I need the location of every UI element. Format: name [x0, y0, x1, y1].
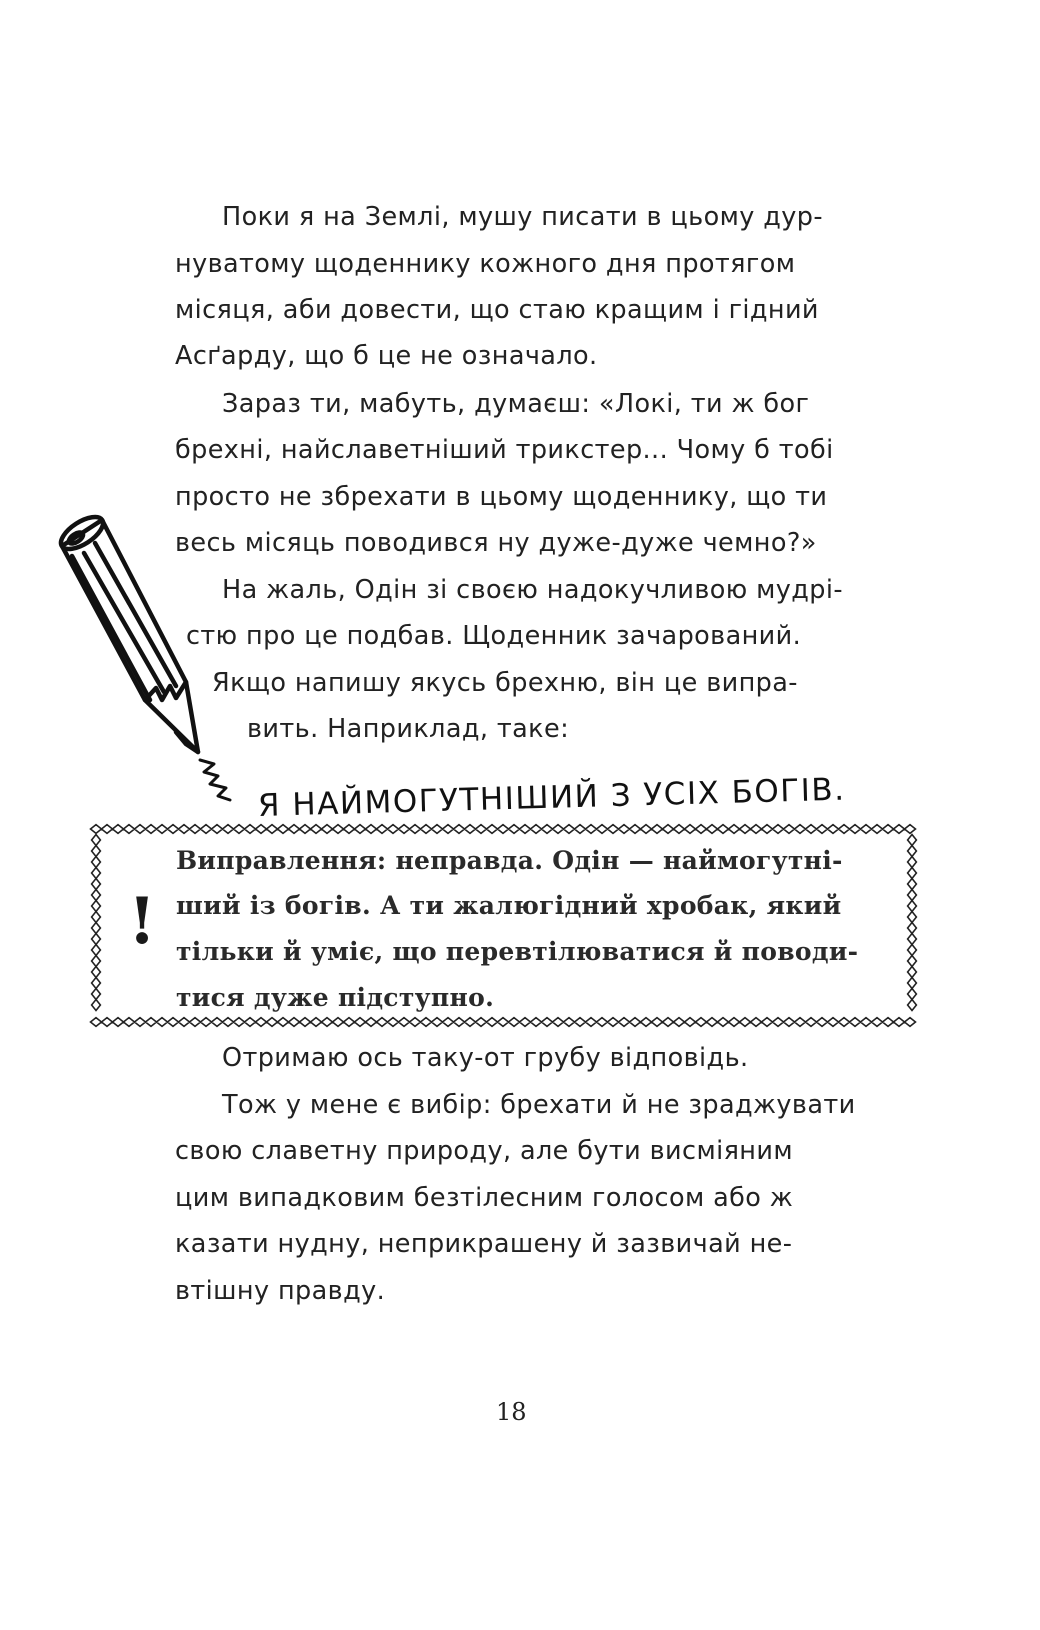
paragraph-5-line-4: казати нудну, неприкрашену й зазвичай не- — [175, 1229, 793, 1259]
paragraph-5-line-3: цим випадковим безтілесним голосом або ж — [175, 1183, 794, 1213]
callout-line-1: Виправлення: неправда. Одін — наймогутні- — [176, 846, 843, 875]
callout-line-2: ший із богів. А ти жалюгідний хробак, який — [176, 891, 842, 920]
paragraph-2-line-2: брехні, найславетніший трикстер... Чому б тобі — [175, 435, 834, 465]
callout-line-4: тися дуже підступно. — [176, 983, 495, 1012]
paragraph-3-line-4: вить. Наприклад, таке: — [247, 714, 570, 744]
paragraph-2-line-3: просто не збрехати в цьому щоденнику, що ти — [175, 482, 828, 512]
callout-line-3: тільки й уміє, що перевтілюватися й поводи- — [176, 937, 859, 966]
paragraph-3-line-1: На жаль, Одін зі своєю надокучливою мудрі- — [222, 575, 843, 605]
paragraph-1-line-1: Поки я на Землі, мушу писати в цьому дур- — [222, 202, 823, 232]
paragraph-4-line-1: Отримаю ось таку-от грубу відповідь. — [222, 1043, 749, 1073]
paragraph-1-line-2: нуватому щоденнику кожного дня протягом — [175, 249, 796, 279]
paragraph-2-line-1: Зараз ти, мабуть, думаєш: «Локі, ти ж бог — [222, 389, 810, 419]
paragraph-5-line-2: свою славетну природу, але бути висміяним — [175, 1136, 793, 1166]
paragraph-5-line-1: Тож у мене є вибір: брехати й не зраджувати — [222, 1090, 856, 1120]
handwritten-sentence: Я НАЙМОГУТНІШИЙ З УСІХ БОГІВ. — [257, 771, 846, 824]
page-number: 18 — [496, 1398, 527, 1426]
paragraph-3-line-3: Якщо напишу якусь брехню, він це випра- — [212, 668, 798, 698]
paragraph-3-line-2: стю про це подбав. Щоденник зачарований. — [186, 621, 802, 651]
paragraph-1-line-4: Асґарду, що б це не означало. — [175, 341, 598, 371]
paragraph-1-line-3: місяця, аби довести, що стаю кращим і гідний — [175, 295, 819, 325]
exclamation-mark: ! — [128, 884, 157, 959]
paragraph-2-line-4: весь місяць поводився ну дуже-дуже чемно?» — [175, 528, 817, 558]
paragraph-5-line-5: втішну правду. — [175, 1276, 386, 1306]
